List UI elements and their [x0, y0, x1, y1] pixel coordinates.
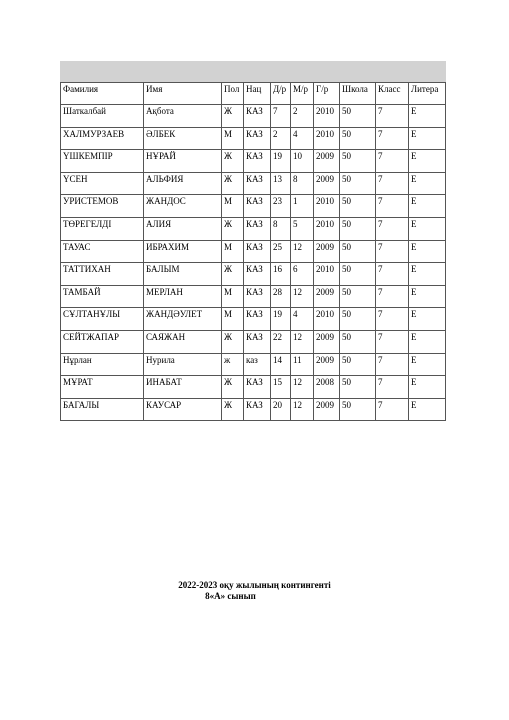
table-cell: 2010 [314, 217, 340, 240]
table-cell: 7 [376, 353, 409, 376]
table-cell: Ж [222, 217, 244, 240]
table-row [61, 263, 446, 286]
table-cell: Е [409, 376, 446, 399]
table-cell: 7 [376, 240, 409, 263]
table-cell: 50 [340, 172, 376, 195]
table-cell: 12 [291, 376, 314, 399]
table-cell: 28 [271, 285, 291, 308]
table-cell: КАЗ [244, 150, 271, 173]
column-header: Нац [244, 83, 271, 105]
table-body [61, 105, 446, 421]
table-cell: КАЗ [244, 240, 271, 263]
table-cell: ИНАБАТ [144, 376, 222, 399]
table-cell: 50 [340, 285, 376, 308]
column-header: Фамилия [61, 83, 144, 105]
table-cell: 2009 [314, 398, 340, 421]
column-header: Пол [222, 83, 244, 105]
table-cell: Е [409, 217, 446, 240]
table-cell: 12 [291, 240, 314, 263]
table-cell: СЕЙТЖАПАР [61, 330, 144, 353]
table-cell: Е [409, 263, 446, 286]
table-cell: Ж [222, 330, 244, 353]
table-cell: 2 [291, 105, 314, 128]
table-cell: М [222, 127, 244, 150]
table-cell: АЛИЯ [144, 217, 222, 240]
table-cell: МҰРАТ [61, 376, 144, 399]
table-cell: 50 [340, 105, 376, 128]
table-cell: 12 [291, 285, 314, 308]
table-cell: 23 [271, 195, 291, 218]
table-row [61, 195, 446, 218]
table-cell: ТАМБАЙ [61, 285, 144, 308]
table-cell: 50 [340, 330, 376, 353]
table-cell: Ж [222, 263, 244, 286]
table-row [61, 172, 446, 195]
table-cell: ЖАНДОС [144, 195, 222, 218]
table-cell: 2010 [314, 195, 340, 218]
table-cell: Е [409, 308, 446, 331]
table-cell: СҰЛТАНҰЛЫ [61, 308, 144, 331]
table-row [61, 240, 446, 263]
table-header-row [61, 83, 446, 105]
table-cell: 2009 [314, 150, 340, 173]
table-cell: 7 [376, 308, 409, 331]
table-cell: САЯЖАН [144, 330, 222, 353]
table-cell: 11 [291, 353, 314, 376]
table-row [61, 285, 446, 308]
table-cell: Е [409, 150, 446, 173]
class-caption: 8«А» сынып [205, 591, 256, 601]
table-cell: МЕРЛАН [144, 285, 222, 308]
table-cell: 7 [376, 217, 409, 240]
table-row [61, 150, 446, 173]
table-cell: 10 [291, 150, 314, 173]
table-row [61, 376, 446, 399]
table-cell: 2010 [314, 105, 340, 128]
table-cell: 50 [340, 240, 376, 263]
table-cell: 50 [340, 398, 376, 421]
table-row [61, 105, 446, 128]
table-cell: УРИСТЕМОВ [61, 195, 144, 218]
table-cell: КАЗ [244, 172, 271, 195]
table-cell: 50 [340, 127, 376, 150]
table-cell: КАЗ [244, 308, 271, 331]
table-cell: Нұрлан [61, 353, 144, 376]
table-cell: 7 [271, 105, 291, 128]
table-cell: 2008 [314, 376, 340, 399]
table-cell: КАЗ [244, 285, 271, 308]
table-cell: ХАЛМУРЗАЕВ [61, 127, 144, 150]
column-header: Г/р [314, 83, 340, 105]
table-cell: Е [409, 105, 446, 128]
table-cell: 8 [291, 172, 314, 195]
table-cell: 2010 [314, 308, 340, 331]
table-cell: КАЗ [244, 127, 271, 150]
table-row [61, 398, 446, 421]
table-cell: 50 [340, 376, 376, 399]
table-cell: 50 [340, 150, 376, 173]
table-cell: 19 [271, 308, 291, 331]
table-cell: 5 [291, 217, 314, 240]
column-header: Д/р [271, 83, 291, 105]
table-cell: Ж [222, 105, 244, 128]
table-cell: 6 [291, 263, 314, 286]
table-cell: Ж [222, 376, 244, 399]
table-cell: 8 [271, 217, 291, 240]
table-cell: каз [244, 353, 271, 376]
table-cell: Е [409, 353, 446, 376]
table-cell: 50 [340, 217, 376, 240]
table-cell: АЛЬФИЯ [144, 172, 222, 195]
table-cell: ТӨРЕГЕЛДІ [61, 217, 144, 240]
table-cell: ӘЛБЕК [144, 127, 222, 150]
student-roster-table [60, 82, 446, 421]
table-cell: ҮШКЕМПІР [61, 150, 144, 173]
table-cell: 25 [271, 240, 291, 263]
table-cell: 7 [376, 376, 409, 399]
column-header: Класс [376, 83, 409, 105]
table-cell: КАЗ [244, 195, 271, 218]
table-cell: ТАТТИХАН [61, 263, 144, 286]
table-cell: М [222, 285, 244, 308]
table-cell: 20 [271, 398, 291, 421]
table-header-band [60, 61, 446, 83]
table-cell: 50 [340, 195, 376, 218]
table-cell: КАЗ [244, 105, 271, 128]
table-cell: КАЗ [244, 263, 271, 286]
table-cell: М [222, 240, 244, 263]
column-header: Школа [340, 83, 376, 105]
column-header: М/р [291, 83, 314, 105]
table-cell: 2009 [314, 353, 340, 376]
table-row [61, 217, 446, 240]
table-cell: Е [409, 240, 446, 263]
table-row [61, 353, 446, 376]
table-cell: Ж [222, 150, 244, 173]
table-cell: 22 [271, 330, 291, 353]
table-row [61, 330, 446, 353]
table-cell: 7 [376, 150, 409, 173]
table-row [61, 308, 446, 331]
table-cell: БАГАЛЫ [61, 398, 144, 421]
contingent-caption: 2022-2023 оқу жылының контингенті [178, 580, 331, 590]
table-cell: Е [409, 172, 446, 195]
table-cell: 1 [291, 195, 314, 218]
table-cell: 7 [376, 172, 409, 195]
table-cell: НҰРАЙ [144, 150, 222, 173]
table-cell: 4 [291, 308, 314, 331]
table-cell: КАУСАР [144, 398, 222, 421]
table-cell: Е [409, 330, 446, 353]
table-cell: 7 [376, 285, 409, 308]
table-cell: 7 [376, 195, 409, 218]
table-cell: 12 [291, 398, 314, 421]
table-cell: Е [409, 285, 446, 308]
table-cell: 7 [376, 105, 409, 128]
table-cell: 16 [271, 263, 291, 286]
table-cell: ИБРАХИМ [144, 240, 222, 263]
table-cell: 15 [271, 376, 291, 399]
table-cell: 12 [291, 330, 314, 353]
table-cell: КАЗ [244, 330, 271, 353]
table-cell: 7 [376, 127, 409, 150]
table-cell: 2010 [314, 127, 340, 150]
table-cell: 50 [340, 308, 376, 331]
table-cell: КАЗ [244, 217, 271, 240]
table-cell: ЖАНДӘУЛЕТ [144, 308, 222, 331]
table-cell: 4 [291, 127, 314, 150]
table-cell: 14 [271, 353, 291, 376]
table-cell: КАЗ [244, 398, 271, 421]
table-cell: ж [222, 353, 244, 376]
table-cell: 2010 [314, 263, 340, 286]
table-cell: 2009 [314, 172, 340, 195]
table-cell: 7 [376, 398, 409, 421]
table-cell: ҮСЕН [61, 172, 144, 195]
table-cell: Нурила [144, 353, 222, 376]
table-cell: Ақбота [144, 105, 222, 128]
table-cell: 7 [376, 330, 409, 353]
column-header: Литера [409, 83, 446, 105]
table-cell: 2009 [314, 240, 340, 263]
table-cell: Е [409, 398, 446, 421]
table-cell: Ж [222, 398, 244, 421]
table-cell: Е [409, 127, 446, 150]
table-row [61, 127, 446, 150]
table-cell: 50 [340, 353, 376, 376]
table-cell: Ж [222, 172, 244, 195]
table-cell: КАЗ [244, 376, 271, 399]
table-cell: 7 [376, 263, 409, 286]
table-cell: Е [409, 195, 446, 218]
table-cell: 13 [271, 172, 291, 195]
table-cell: М [222, 195, 244, 218]
table-cell: М [222, 308, 244, 331]
table-cell: ТАУАС [61, 240, 144, 263]
table-cell: 2 [271, 127, 291, 150]
table-cell: 50 [340, 263, 376, 286]
table-cell: БАЛЫМ [144, 263, 222, 286]
column-header: Имя [144, 83, 222, 105]
table-cell: 19 [271, 150, 291, 173]
table-cell: 2009 [314, 330, 340, 353]
table-cell: 2009 [314, 285, 340, 308]
table-cell: Шаткалбай [61, 105, 144, 128]
